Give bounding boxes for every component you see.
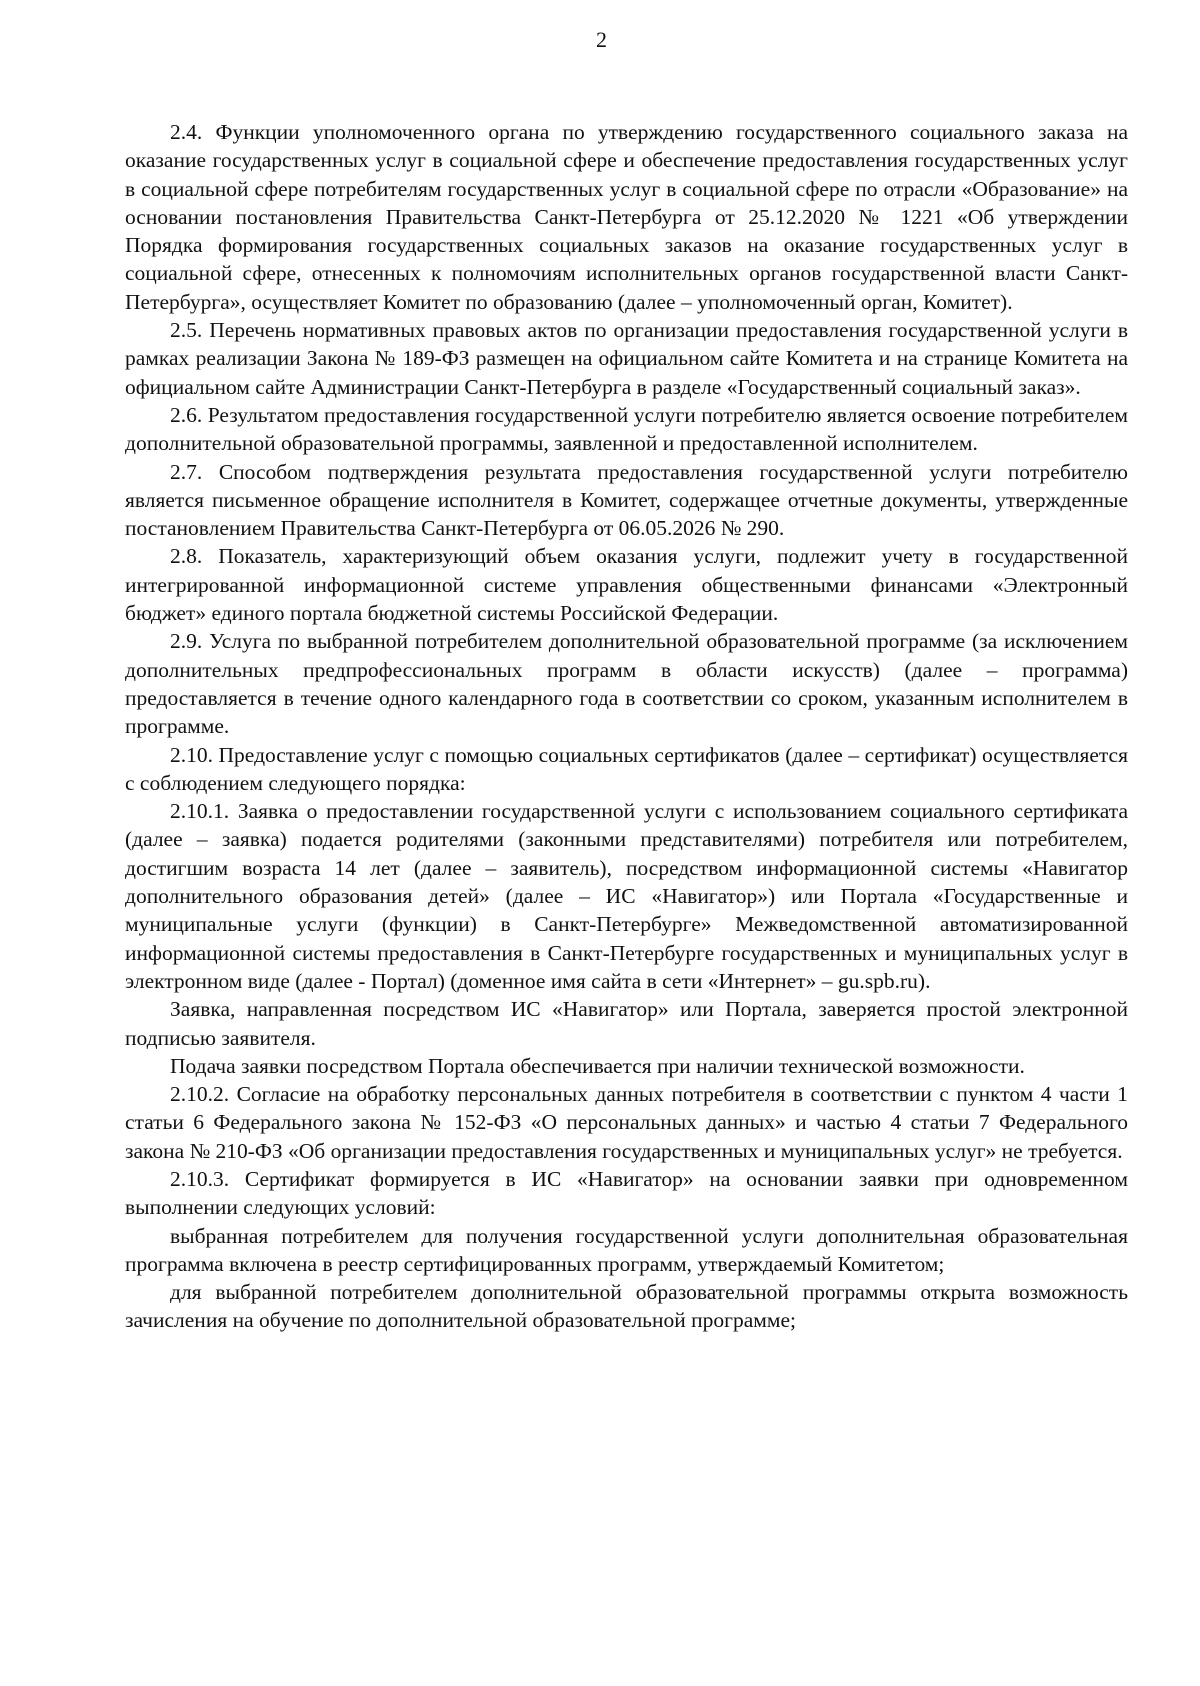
paragraph-2-10-3: 2.10.3. Сертификат формируется в ИС «Навигатор» на основании заявки при одновременном выполнении следующих условий:: [125, 1166, 1128, 1220]
paragraph-2-9: 2.9. Услуга по выбранной потребителем дополнительной образовательной программе (за исключением дополнительных предпрофессиональных программ в области искусств) (далее – программа) предоставляется в течение одного календарного года в соответствии со сроком, указанным исполнителем в программе.: [125, 629, 1128, 739]
paragraph-2-7: 2.7. Способом подтверждения результата предоставления государственной услуги потребителю является письменное обращение исполнителя в Комитет, содержащее отчетные документы, утвержденные постановлением Правительства Санкт-Петербурга от 06.05.2026 № 290.: [125, 459, 1128, 541]
paragraph-2-8: 2.8. Показатель, характеризующий объем оказания услуги, подлежит учету в государственной интегрированной информационной системе управления общественными финансами «Электронный бюджет» единого портала бюджетной системы Российской Федерации.: [125, 544, 1128, 626]
paragraph-condition-registry: выбранная потребителем для получения государственной услуги дополнительная образовательная программа включена в реестр сертифицированных программ, утверждаемый Комитетом;: [125, 1223, 1128, 1276]
paragraph-2-5: 2.5. Перечень нормативных правовых актов по организации предоставления государственной услуги в рамках реализации Закона № 189-ФЗ размещен на официальном сайте Комитета и на странице Комитета на официальном сайте Администрации Санкт-Петербурга в разделе «Государственный социальный заказ».: [125, 318, 1128, 399]
paragraph-2-10-2: 2.10.2. Согласие на обработку персональных данных потребителя в соответствии с пунктом 4 части 1 статьи 6 Федерального закона № 152-ФЗ «О персональных данных» и частью 4 статьи 7 Федерального закона № 210-ФЗ «Об организации предоставления государственных и муниципальных услуг» не требуется.: [125, 1082, 1128, 1163]
paragraph-2-6: 2.6. Результатом предоставления государственной услуги потребителю является освоение потребителем дополнительной образовательной программы, заявленной и предоставленной исполнителем.: [125, 402, 1128, 456]
paragraph-portal-availability: Подача заявки посредством Портала обеспечивается при наличии технической возможности.: [170, 1053, 1025, 1078]
paragraph-condition-enrollment: для выбранной потребителем дополнительной образовательной программы открыта возможность зачисления на обучение по дополнительной образовательной программе;: [125, 1280, 1128, 1333]
page-number: 2: [596, 27, 607, 52]
paragraph-2-10-1: 2.10.1. Заявка о предоставлении государственной услуги с использованием социального сертификата (далее – заявка) подается родителями (законными представителями) потребителя или потребителем, достигшим возраста 14 лет (далее – заявитель), посредством информационной системы «Навигатор дополнительного образования детей» (далее – ИС «Навигатор») или Портала «Государственные и муниципальные услуги (функции) в Санкт-Петербурге» Межведомственной автоматизированной информационной системы предоставления в Санкт-Петербурге государственных и муниципальных услуг в электронном виде (далее - Портал) (доменное имя сайта в сети «Интернет» – gu.spb.ru).: [125, 799, 1128, 993]
paragraph-2-4: 2.4. Функции уполномоченного органа по утверждению государственного социального заказа на оказание государственных услуг в социальной сфере и обеспечение предоставления государственных услуг в социальной сфере потребителям государственных услуг в социальной сфере по отрасли «Образование» на основании постановления Правительства Санкт-Петербурга от 25.12.2020 № 1221 «Об утверждении Порядка формирования государственных социальных заказов на оказание государственных услуг в социальной сфере, отнесенных к полномочиям исполнительных органов государственной власти Санкт-Петербурга», осуществляет Комитет по образованию (далее – уполномоченный орган, Комитет).: [125, 120, 1128, 314]
paragraph-2-10: 2.10. Предоставление услуг с помощью социальных сертификатов (далее – сертификат) осуществляется с соблюдением следующего порядка:: [125, 742, 1128, 795]
paragraph-application-signature: Заявка, направленная посредством ИС «Навигатор» или Портала, заверяется простой электронной подписью заявителя.: [125, 997, 1128, 1050]
